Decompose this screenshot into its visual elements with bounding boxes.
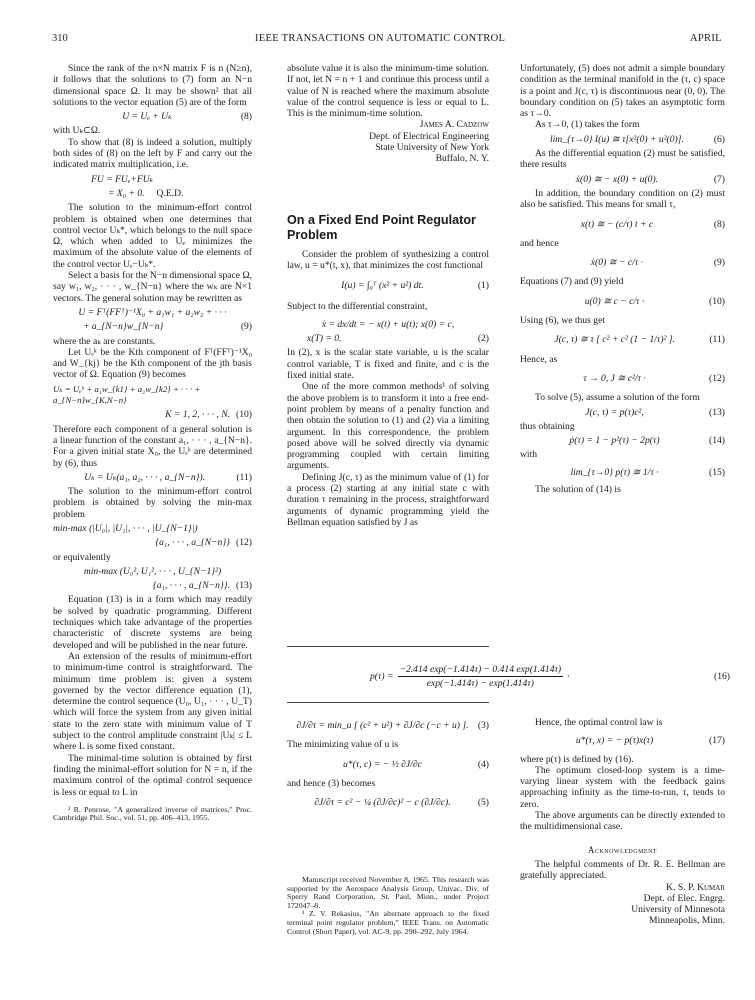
column-2 [287, 63, 489, 528]
equation-fu: FU = FUₑ+FUₖ [91, 173, 154, 185]
paragraph: In addition, the boundary condition on (2) must also be satisfied. This means for small τ, [520, 187, 725, 211]
author-univ: University of Minnesota [631, 904, 725, 916]
paragraph: The solution to the minimum-effort control problem is obtained by solving the min-max problem [53, 486, 252, 520]
paragraph: Consider the problem of synthesizing a control law, u = u*(t, x), that minimizes the cost functional [287, 248, 489, 271]
equation-1: I(u) = ∫₀ᵀ (x² + u²) dt. (1) [341, 280, 489, 292]
paragraph: with Uₖ⊂Ω. [53, 125, 101, 137]
journal-title: IEEE TRANSACTIONS ON AUTOMATIC CONTROL [255, 33, 506, 44]
paragraph: with [520, 449, 538, 461]
equation-8: U = Uₑ + Uₖ (8) [122, 111, 252, 123]
paragraph: where the aₖ are constants. [53, 335, 156, 347]
acknowledgment-text: The helpful comments of Dr. R. E. Bellman are gratefully appreciated. [520, 858, 725, 882]
footnote-1: ¹ Z. V. Rekasius, "An alternate approach to the fixed terminal point regulator problem," IEEE Trans. on Automatic Control (Short Paper), vol. AC-9, pp. 290–292, July 1964. [287, 909, 489, 936]
paragraph: As the differential equation (2) must be satisfied, there results [520, 148, 725, 171]
equation-fu-result: = X₀ + 0. Q.E.D. [108, 187, 184, 199]
footnotes [287, 876, 489, 936]
equation-13: min-max (U₀², U₁², · · · , U_{N−1}²) [83, 565, 222, 577]
equation-17: u*(τ, x) = − p(τ)x(τ) (17) [575, 735, 725, 747]
divider-rule [287, 646, 489, 647]
paragraph: Select a basis for the N−n dimensional space Ω, say w₁, w₂, · · · , w_{N−n} where the wₖ are N×1 vectors. The general solution may be rewritten as [53, 270, 252, 304]
acknowledgment-heading: Acknowledgment [587, 844, 658, 855]
column-1 [53, 63, 252, 823]
paragraph: To solve (5), assume a solution of the form [535, 392, 700, 404]
author-city: Minneapolis, Minn. [649, 915, 725, 927]
author-name: James A. Cadzow [419, 119, 489, 131]
paragraph: Hence, the optimal control law is [535, 717, 663, 728]
paragraph: and hence [520, 237, 559, 249]
author-signature-1 [287, 119, 489, 164]
author-dept: Dept. of Elec. Engrg. [643, 892, 725, 904]
running-header [0, 33, 755, 47]
equation-6: lim_{τ→0} I(u) ≅ τ[x²(0) + u²(0)]. (6) [549, 133, 725, 145]
denominator: exp(−1.414τ) − exp(1.414τ) [426, 678, 534, 689]
paragraph: Let Uₑᵏ be the Kth component of Fᵀ(FFᵀ)⁻¹X₀ and W_{kj} be the Kth component of the jth basis vector of Ω. Equation (9) becomes [53, 346, 252, 381]
equation-9b: ẋ(0) ≅ − c/τ · (9) [590, 257, 725, 269]
equation-2: ẋ = dx/dt = − x(t) + u(t); x(0) = c, [321, 318, 455, 330]
paragraph: Therefore each component of a general solution is a linear function of the constant a₁, · · · , a_{N−n}. For a given initial state X₀, the Uₑᵏ are determined by (6), thus [53, 423, 252, 469]
equation-16-lhs: p(τ) = [370, 671, 394, 682]
paragraph: To show that (8) is indeed a solution, multiply both sides of (8) on the left by F and carry out the indicated matrix multiplication, i.e. [53, 136, 252, 171]
footnote-manuscript: Manuscript received November 8, 1965. This research was supported by the Aerospace Analysis Group, Univac, Div. of Sperry Rand Corporation, St. Paul, Minn., under Project 172047–8. [287, 875, 489, 910]
paragraph: Using (6), we thus get [520, 315, 605, 327]
equation-9: U = Fᵀ(FFᵀ)⁻¹X₀ + a₁w₁ + a₂w₂ + · · · [78, 306, 227, 318]
equation-10-cont: K = 1, 2, · · · , N. (10) [165, 409, 252, 421]
author-city: Buffalo, N. Y. [435, 153, 489, 165]
paragraph: In (2), x is the scalar state variable, u is the scalar control variable, T is fixed and finite, and c is the fixed initial state. [287, 347, 489, 382]
divider-rule [287, 702, 489, 703]
equation-tail: · [567, 671, 570, 682]
paragraph: Equation (13) is in a form which may readily be solved by quadratic programming. Different techniques which take advantage of the properties characteristic of discrete systems are being developed and will be published in the near future. [53, 594, 252, 651]
author-signature-2 [520, 882, 725, 927]
paragraph: One of the more common methods¹ of solving the above problem is to transform it into a free end-point problem by means of a penalty function and then obtain the solution to (1) and (2) via a limiting argument. In this correspondence, the problem posed above will be solved directly via dynamic programming coupled with certain limiting arguments. [287, 381, 489, 472]
equation-13-cont: {a₁, · · · , a_{N−n}}. (13) [152, 580, 252, 592]
paragraph: The above arguments can be directly extended to the multidimensional case. [520, 810, 725, 833]
equation-5: ∂J/∂τ = c² − ¼ (∂J/∂c)² − c (∂J/∂c). (5) [314, 797, 489, 809]
equation-10b: u(0) ≅ c − c/τ · (10) [584, 295, 725, 307]
paragraph: Subject to the differential constraint, [287, 300, 428, 312]
equation-4: u*(τ, c) = − ½ ∂J/∂c (4) [342, 758, 489, 770]
fraction [398, 664, 564, 689]
equation-9-cont: + a_{N−n}w_{N−n} (9) [83, 321, 252, 333]
author-univ: State University of New York [375, 142, 489, 154]
paragraph: The optimum closed-loop system is a time-varying linear system with the feedback gains approaching infinity as the time-to-run, τ, tends to zero. [520, 764, 725, 810]
equation-11: Uₖ = Uₖ(a₁, a₂, · · · , a_{N−n}). (11) [84, 471, 252, 483]
equation-2-cont: x(T) = 0. (2) [307, 333, 489, 345]
equation-7: ẋ(0) ≅ − x(0) + u(0). (7) [575, 173, 725, 185]
paragraph: absolute value it is also the minimum-time solution. If not, let N = n + 1 and continue this process until a value of N is reached where the maximum absolute value of the control sequence is less or equal to L. This is the minimum-time solution. [287, 63, 489, 120]
equation-15: lim_{τ→0} p(τ) ≅ 1/τ · (15) [570, 466, 725, 478]
paragraph: Hence, as [520, 353, 558, 365]
article-title: On a Fixed End Point Regulator Problem [287, 212, 476, 242]
column-2-lower [287, 712, 489, 816]
equation-12-cont: {a₁, · · · , a_{N−n}} (12) [155, 537, 252, 549]
paragraph: The solution to the minimum-effort control problem is obtained when one determines that control vector Uₖ*, which belongs to the null space Ω, which when added to Uₑ minimizes the maximum of the absolute value of the elements of the control vector Uₑ−Uₖ*. [53, 202, 252, 270]
paragraph: thus obtaining [520, 420, 575, 432]
equation-14: ṗ(τ) = 1 − p²(τ) − 2p(τ) (14) [569, 435, 725, 447]
paragraph: Unfortunately, (5) does not admit a simple boundary condition as the terminal manifold in the (τ, c) space is a point and J(c, τ) is discontinuous near (0, 0). The boundary condition on (5) takes an asymptotic form as τ→0. [520, 63, 725, 120]
paragraph: Equations (7) and (9) yield [520, 276, 624, 288]
equation-8b: x(t) ≅ − (c/τ) t + c (8) [580, 218, 725, 230]
equation-12: min-max (|U₀|, |U₁|, · · · , |U_{N−1}|) [53, 522, 198, 534]
issue-month: APRIL [690, 33, 722, 44]
equation-number: (16) [714, 671, 730, 682]
equation-3: ∂J/∂τ = min_u [ (c² + u²) + ∂J/∂c (−c + u) ]. (3) [296, 720, 489, 731]
equation-16 [370, 664, 730, 689]
equation-11b: J(c, τ) ≅ τ [ c² + c² (1 − 1/τ)² ]. (11) [554, 334, 725, 346]
paragraph: Defining J(c, τ) as the minimum value of (1) for a process (2) starting at any initial state c with duration τ remaining in the process, straightforward arguments of dynamic programming yield the Bellman equation satisfied by J as [287, 471, 489, 528]
paragraph: An extension of the results of minimum-effort to minimum-time control is straightforward. The minimum time problem is: given a system governed by the vector difference equation (1), determine the control sequence (U₀, U₁, · · · , U_T) which will force the system from any given initial state to the zero state with minimum value of T subject to the control amplitude constraint |Uₖ| ≤ L where L is some fixed constant. [53, 650, 252, 753]
author-dept: Dept. of Electrical Engineering [369, 130, 489, 142]
paragraph: Since the rank of the n×N matrix F is n (N≥n), it follows that the solutions to (7) form an N−n dimensional space Ω. It may be shown² that all solutions to the vector equation (5) are of the form [53, 63, 252, 108]
paragraph: As τ→0, (1) takes the form [535, 119, 640, 131]
paragraph: where p(τ) is defined by (16). [520, 753, 634, 765]
author-name: K. S. P. Kumar [666, 881, 725, 893]
equation-10: Uₖ = Uₑᵏ + a₁w_{k1} + a₂w_{k2} + · · · + a_{N−n}w_{K,N−n} [53, 383, 201, 406]
column-3-lower [520, 717, 725, 927]
column-3 [520, 63, 725, 495]
equation-13b: J(c, τ) = p(τ)c², (13) [585, 406, 725, 418]
paragraph: and hence (3) becomes [287, 777, 376, 789]
footnote-2: ² R. Penrose, "A generalized inverse of matrices," Proc. Cambridge Phil. Soc., vol. 51, pp. 406–413, 1955. [53, 804, 252, 823]
paragraph: The solution of (14) is [535, 484, 621, 496]
page-number: 310 [52, 33, 68, 44]
paragraph: The minimizing value of u is [287, 739, 399, 751]
numerator: −2.414 exp(−1.414τ) − 0.414 exp(1.414τ) [399, 664, 562, 675]
paragraph: The minimal-time solution is obtained by first finding the minimal-effort solution for N = n, if the maximum control of the optimal control sequence is less or equal to L in [53, 752, 252, 798]
paragraph: or equivalently [53, 551, 111, 563]
equation-12b: τ → 0, J ≅ c²/τ · (12) [583, 372, 725, 384]
